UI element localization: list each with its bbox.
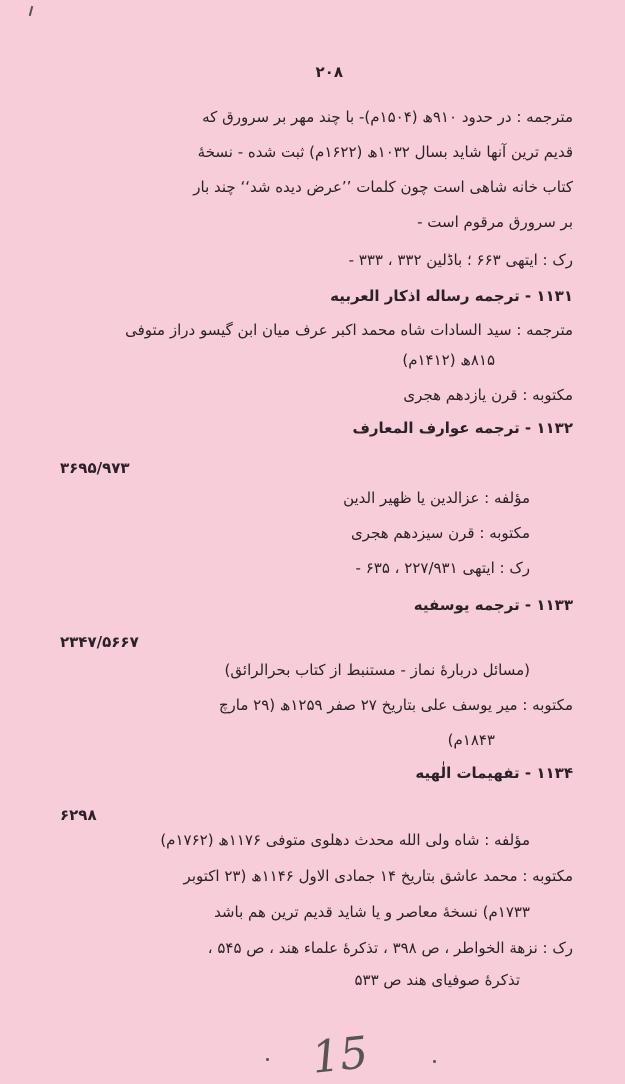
accession-number: ۶۲۹۸	[60, 806, 97, 824]
reference-line: رک : ایتهی ۲۲۷/۹۳۱ ، ۶۳۵ -	[355, 559, 530, 577]
entry-heading: ۱۱۳۳ - ترجمه یوسفیه	[413, 596, 573, 614]
entry-heading: ۱۱۳۴ - تفهیمات الٰهیه	[415, 764, 573, 782]
reference-line: رک : نزهة الخواطر ، ص ۳۹۸ ، تذکرهٔ علماء هند ، ص ۵۴۵ ،	[207, 939, 573, 957]
text-line: کتاب خانه شاهی است چون کلمات ’’عرض دیده شد‘‘ چند بار	[193, 178, 573, 196]
handwritten-folio-mark: 15	[309, 1027, 371, 1084]
text-line: ۱۷۳۳م) نسخهٔ معاصر و یا شاید قدیم ترین هم باشد	[214, 903, 530, 921]
accession-number: ۳۶۹۵/۹۷۳	[60, 459, 130, 477]
text-line: مترجمه : در حدود ۹۱۰ھ (۱۵۰۴م)- با چند مهر بر سرورق که	[202, 108, 573, 126]
text-line: مترجمه : سید السادات شاه محمد اکبر عرف میان ابن گیسو دراز متوفی	[125, 321, 573, 339]
paper-speck	[433, 1060, 436, 1063]
corner-mark	[29, 6, 34, 16]
text-line: بر سرورق مرقوم است -	[417, 213, 573, 231]
text-line: مکتوبه : محمد عاشق بتاریخ ۱۴ جمادی الاول ۱۱۴۶ھ (۲۳ اکتوبر	[183, 867, 573, 885]
text-line: ۸۱۵ھ (۱۴۱۲م)	[402, 351, 495, 369]
text-line: (مسائل دربارهٔ نماز - مستنبط از کتاب بحرالرائق)	[224, 661, 530, 679]
accession-number: ۲۳۴۷/۵۶۶۷	[60, 633, 139, 651]
text-line: مکتوبه : قرن یازدهم هجری	[403, 386, 573, 404]
entry-heading: ۱۱۳۱ - ترجمه رساله اذکار العربیه	[330, 287, 573, 305]
text-line: مؤلفه : شاه ولی الله محدث دهلوی متوفی ۱۱۷۶ھ (۱۷۶۲م)	[160, 831, 530, 849]
text-line: تذکرهٔ صوفیای هند ص ۵۳۳	[354, 971, 520, 989]
text-line: مکتوبه : قرن سیزدهم هجری	[351, 524, 530, 542]
text-line: مؤلفه : عزالدین یا ظهیر الدین	[343, 489, 530, 507]
entry-heading: ۱۱۳۲ - ترجمه عوارف المعارف	[352, 419, 573, 437]
page-number: ۲۰۸	[315, 63, 343, 81]
paper-speck	[266, 1058, 269, 1061]
reference-line: رک : ایتهی ۶۶۳ ؛ باڈلین ۳۳۲ ، ۳۳۳ -	[348, 251, 573, 269]
text-line: مکتوبه : میر یوسف علی بتاریخ ۲۷ صفر ۱۲۵۹ھ (۲۹ مارچ	[218, 696, 573, 714]
text-line: ۱۸۴۳م)	[447, 731, 495, 749]
text-line: قدیم ترین آنها شاید بسال ۱۰۳۲ھ (۱۶۲۲م) ثبت شده - نسخهٔ	[197, 143, 573, 161]
